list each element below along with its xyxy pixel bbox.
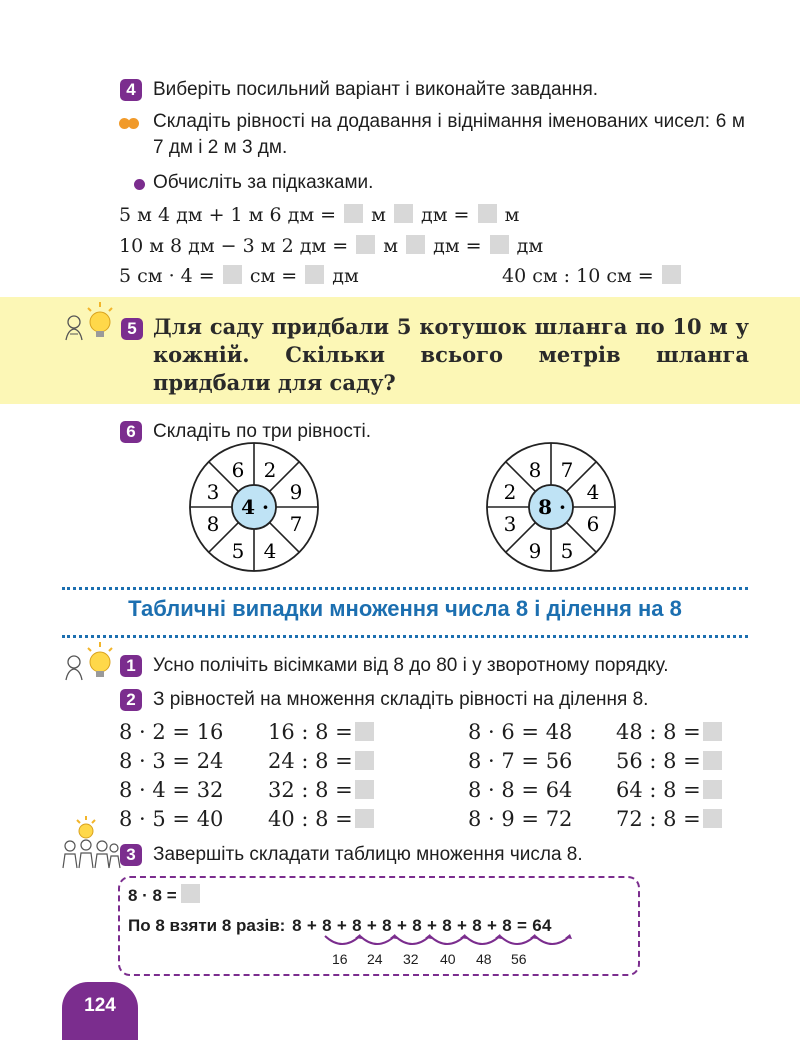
answer-box[interactable] <box>356 235 375 254</box>
answer-box[interactable] <box>355 780 374 799</box>
answer-box[interactable] <box>478 204 497 223</box>
answer-box[interactable] <box>703 780 722 799</box>
task-1-number: 1 <box>120 655 142 677</box>
eq3-part-b: см = <box>249 265 298 287</box>
div-equation: 40 : 8 = <box>268 805 376 833</box>
answer-box[interactable] <box>703 751 722 770</box>
jump-arrows <box>322 930 582 952</box>
div-equation: 72 : 8 = <box>616 805 724 833</box>
equation-line-2 <box>119 232 543 260</box>
eq1-part-d: м <box>504 204 520 226</box>
task-2-number: 2 <box>120 689 142 711</box>
wheel-number: 6 <box>586 512 600 536</box>
eq2-part-d: дм <box>516 235 544 257</box>
task-1-text: Усно полічіть вісімками від 8 до 80 і у зворотному порядку. <box>153 655 669 676</box>
wheel-center: 8 · <box>538 495 566 519</box>
answer-box[interactable] <box>305 265 324 284</box>
wheel-number: 4 <box>586 480 600 504</box>
task-3-number: 3 <box>120 844 142 866</box>
wheel-number: 5 <box>560 539 574 563</box>
div-equation: 16 : 8 = <box>268 718 376 746</box>
partial-sum: 48 <box>476 951 492 967</box>
answer-box[interactable] <box>662 265 681 284</box>
wheel-number: 4 <box>263 539 277 563</box>
eq3-part-a: 5 см · 4 = <box>119 265 215 287</box>
equation-line-3-left <box>119 262 359 290</box>
partial-sum: 32 <box>403 951 419 967</box>
wheel-number: 8 <box>206 512 220 536</box>
divider-bottom <box>62 635 748 638</box>
eq3-part-c: дм <box>332 265 359 287</box>
eq2-part-c: дм = <box>433 235 482 257</box>
mult-equation: 8 · 3 = 24 <box>119 749 224 773</box>
eq4-part-a: 40 см : 10 см = <box>502 265 654 287</box>
partial-sum: 40 <box>440 951 456 967</box>
equation-line-1 <box>119 201 519 229</box>
repeated-addition-expression: 8 + 8 + 8 + 8 + 8 + 8 + 8 + 8 = 64 <box>292 916 552 935</box>
answer-box[interactable] <box>223 265 242 284</box>
partial-sum: 16 <box>332 951 348 967</box>
mult-equation: 8 · 5 = 40 <box>119 807 224 831</box>
purple-dot-icon <box>134 177 145 195</box>
mult-equation: 8 · 9 = 72 <box>468 807 573 831</box>
wheel-number: 5 <box>231 539 245 563</box>
wheel-number: 3 <box>503 512 517 536</box>
mult-equation: 8 · 6 = 48 <box>468 720 573 744</box>
partial-sum: 24 <box>367 951 383 967</box>
answer-box[interactable] <box>703 809 722 828</box>
answer-box[interactable] <box>394 204 413 223</box>
div-equation: 48 : 8 = <box>616 718 724 746</box>
eq1-part-b: м <box>371 204 386 226</box>
wheel-number: 2 <box>503 480 517 504</box>
eq-8x8: 8 · 8 = <box>128 886 177 905</box>
group-work-icon <box>60 814 122 870</box>
mult-equation: 8 · 7 = 56 <box>468 749 573 773</box>
div-equation: 32 : 8 = <box>268 776 376 804</box>
page-number: 124 <box>62 982 138 1040</box>
wheel-number: 8 <box>528 458 542 482</box>
number-wheel-4 <box>188 441 320 573</box>
mult-equation: 8 · 8 = 64 <box>468 778 573 802</box>
task-3-text: Завершіть складати таблицю множення числа 8. <box>153 844 583 865</box>
div-equation: 64 : 8 = <box>616 776 724 804</box>
eq1-part-a: 5 м 4 дм + 1 м 6 дм = <box>119 204 337 226</box>
mult-equation: 8 · 2 = 16 <box>119 720 224 744</box>
task-4-number: 4 <box>120 79 142 101</box>
section-title: Табличні випадки множення числа 8 і ділення на 8 <box>128 596 682 621</box>
task-5-text: Для саду придбали 5 котушок шланга по 10 м у кожній. Скільки всього метрів шланга придбали для саду? <box>153 314 749 395</box>
wheel-number: 2 <box>263 458 277 482</box>
eq1-part-c: дм = <box>421 204 470 226</box>
equation-line-3-right <box>502 262 683 290</box>
task-4-option-1: Складіть рівності на додавання і віднімання іменованих чисел: 6 м 7 дм і 2 м 3 дм. <box>153 111 745 158</box>
task-6-text: Складіть по три рівності. <box>153 421 372 442</box>
div-equation: 24 : 8 = <box>268 747 376 775</box>
task-4-option-2: Обчисліть за підказками. <box>153 172 374 193</box>
wheel-center: 4 · <box>241 495 269 519</box>
eq2-part-b: м <box>383 235 399 257</box>
answer-box[interactable] <box>355 722 374 741</box>
eq2-part-a: 10 м 8 дм − 3 м 2 дм = <box>119 235 349 257</box>
answer-box[interactable] <box>344 204 363 223</box>
wheel-number: 9 <box>289 480 303 504</box>
answer-box[interactable] <box>703 722 722 741</box>
table-line-8x8 <box>128 883 202 909</box>
answer-box[interactable] <box>181 884 200 903</box>
task-4-text: Виберіть посильний варіант і виконайте завдання. <box>153 79 599 100</box>
partial-sum: 56 <box>511 951 527 967</box>
answer-box[interactable] <box>355 751 374 770</box>
answer-box[interactable] <box>406 235 425 254</box>
wheel-number: 7 <box>289 512 303 536</box>
wheel-number: 6 <box>231 458 245 482</box>
wheel-number: 9 <box>528 539 542 563</box>
orange-dots-icon <box>119 116 139 134</box>
answer-box[interactable] <box>490 235 509 254</box>
answer-box[interactable] <box>355 809 374 828</box>
task-2-text: З рівностей на множення складіть рівності на ділення 8. <box>153 689 649 710</box>
repeated-addition-label: По 8 взяти 8 разів: <box>128 916 286 935</box>
number-wheel-8 <box>485 441 617 573</box>
mult-equation: 8 · 4 = 32 <box>119 778 224 802</box>
wheel-number: 7 <box>560 458 574 482</box>
lightbulb-thinking-icon <box>60 300 122 344</box>
wheel-number: 3 <box>206 480 220 504</box>
divider-top <box>62 587 748 590</box>
task-5-number: 5 <box>121 318 143 340</box>
div-equation: 56 : 8 = <box>616 747 724 775</box>
task-6-number: 6 <box>120 421 142 443</box>
lightbulb-thinking-icon <box>60 640 122 684</box>
